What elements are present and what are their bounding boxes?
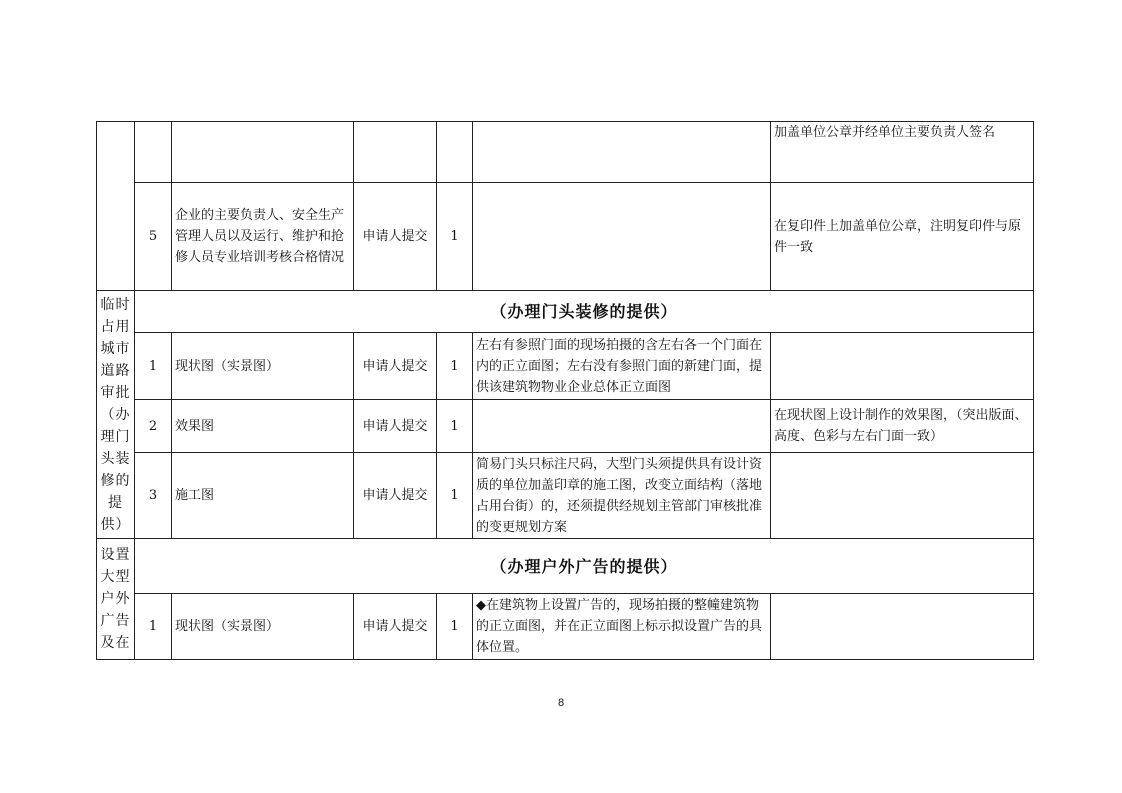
item-count: 1	[437, 333, 473, 400]
table-row	[97, 400, 1034, 453]
table-row	[97, 453, 1034, 539]
item-number: 2	[135, 400, 172, 453]
item-name	[172, 122, 354, 183]
table-row	[97, 183, 1034, 291]
table-row	[97, 333, 1034, 400]
page-number: 8	[557, 697, 565, 709]
item-source: 申请人提交	[354, 183, 437, 291]
item-note	[771, 594, 1034, 660]
item-source: 申请人提交	[354, 400, 437, 453]
item-requirement	[473, 400, 771, 453]
category-cell: 设置大型户外广告及在	[97, 539, 135, 660]
section-heading: （办理户外广告的提供）	[135, 539, 1034, 594]
table-row	[97, 122, 1034, 183]
item-note: 加盖单位公章并经单位主要负责人签名	[771, 122, 1034, 183]
section-heading-row	[97, 539, 1034, 594]
item-name: 企业的主要负责人、安全生产管理人员以及运行、维护和抢修人员专业培训考核合格情况	[172, 183, 354, 291]
item-note: 在复印件上加盖单位公章，注明复印件与原件一致	[771, 183, 1034, 291]
category-cell-empty	[97, 122, 135, 291]
item-note	[771, 333, 1034, 400]
item-count: 1	[437, 400, 473, 453]
section-heading: （办理门头装修的提供）	[135, 291, 1034, 333]
section-heading-row	[97, 291, 1034, 333]
item-requirement: 简易门头只标注尺码，大型门头须提供具有设计资质的单位加盖印章的施工图，改变立面结构（落地占用台街）的，还须提供经规划主管部门审核批准的变更规划方案	[473, 453, 771, 539]
item-count: 1	[437, 594, 473, 660]
item-name: 现状图（实景图）	[172, 333, 354, 400]
item-note: 在现状图上设计制作的效果图，（突出版面、高度、色彩与左右门面一致）	[771, 400, 1034, 453]
item-count	[437, 122, 473, 183]
item-name: 施工图	[172, 453, 354, 539]
item-number: 1	[135, 594, 172, 660]
item-number: 3	[135, 453, 172, 539]
item-count: 1	[437, 183, 473, 291]
item-source: 申请人提交	[354, 594, 437, 660]
item-number	[135, 122, 172, 183]
table-row	[97, 594, 1034, 660]
item-note	[771, 453, 1034, 539]
item-source	[354, 122, 437, 183]
item-requirement: 左右有参照门面的现场拍摄的含左右各一个门面在内的正立面图；左右没有参照门面的新建门面，提供该建筑物物业企业总体正立面图	[473, 333, 771, 400]
item-requirement: ◆在建筑物上设置广告的，现场拍摄的整幢建筑物的正立面图，并在正立面图上标示拟设置广告的具体位置。	[473, 594, 771, 660]
materials-table	[96, 121, 1034, 660]
category-cell: 临时占用城市道路审批（办理门头装修的提供）	[97, 291, 135, 539]
item-number: 1	[135, 333, 172, 400]
item-name: 效果图	[172, 400, 354, 453]
item-number: 5	[135, 183, 172, 291]
item-count: 1	[437, 453, 473, 539]
item-name: 现状图（实景图）	[172, 594, 354, 660]
item-source: 申请人提交	[354, 333, 437, 400]
item-source: 申请人提交	[354, 453, 437, 539]
item-requirement	[473, 122, 771, 183]
item-requirement	[473, 183, 771, 291]
